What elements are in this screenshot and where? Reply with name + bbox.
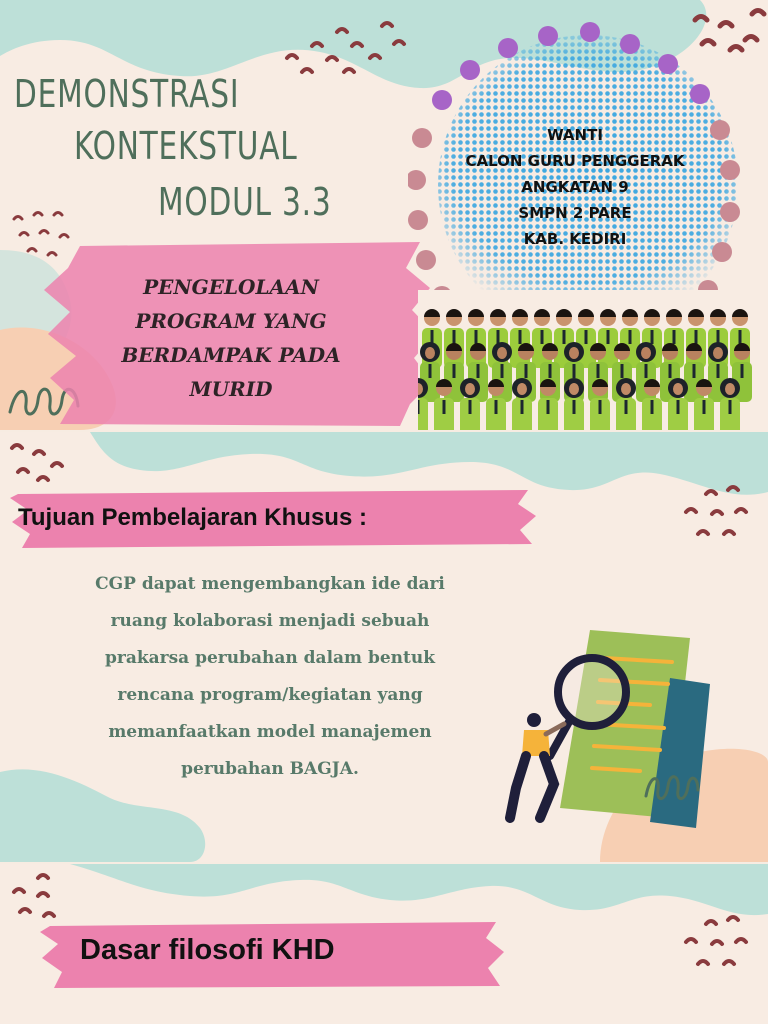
student-figure-face [517,383,527,395]
objectives-heading: Tujuan Pembelajaran Khusus : [18,504,367,531]
slide-objectives [0,432,768,862]
squiggle-icon [642,770,702,804]
student-figure-face [569,383,579,395]
student-figure-tie [495,400,498,414]
magnifier-document-illustration [500,618,720,848]
philosophy-heading: Dasar filosofi KHD [80,934,335,966]
student-figure-tie [469,400,472,414]
student-figure-tie [717,330,720,344]
subtitle-line-1: PENGELOLAAN [143,275,319,299]
student-figure-tie [669,364,672,378]
student-figure-tie [729,400,732,414]
student-figure-tie [431,330,434,344]
student-figure-tie [443,400,446,414]
title-line-1: DEMONSTRASI [14,72,240,116]
author-name: WANTI [547,126,603,144]
student-figure-tie [418,400,420,414]
student-figure-tie [703,400,706,414]
student-figure-tie [521,400,524,414]
student-figure-face [621,383,631,395]
subtitle-line-3: BERDAMPAK PADA [121,343,341,367]
student-figure-tie [607,330,610,344]
student-figure-tie [549,364,552,378]
student-figure-face [465,383,475,395]
author-cohort: ANGKATAN 9 [521,178,629,196]
decorative-dash-cluster-icon [8,436,68,486]
student-figure-tie [429,364,432,378]
objective-line-4: rencana program/kegiatan yang [117,685,423,705]
objective-line-5: memanfaatkan model manajemen [108,722,432,742]
student-figure-tie [497,330,500,344]
student-figure-tie [599,400,602,414]
student-figure-tie [693,364,696,378]
author-region: KAB. KEDIRI [523,230,627,248]
objective-line-3: prakarsa perubahan dalam bentuk [104,648,436,668]
title-line-3: MODUL 3.3 [158,180,332,224]
student-figure-face [569,347,579,359]
student-figure-tie [695,330,698,344]
student-group-photo [418,290,768,430]
student-figure-tie [547,400,550,414]
student-figure-tie [525,364,528,378]
student-group-photo-graphic [418,290,768,430]
student-figure-tie [677,400,680,414]
title-line-2: KONTEKSTUAL [74,124,298,168]
student-figure-tie [739,330,742,344]
student-figure-tie [585,330,588,344]
objectives-body [20,566,520,788]
student-figure-face [425,347,435,359]
objective-line-1: CGP dapat mengembangkan ide dari [95,574,445,594]
cover-subtitle [86,270,376,406]
student-figure-tie [621,364,624,378]
student-figure-tie [573,400,576,414]
student-figure-tie [453,364,456,378]
student-figure-tie [741,364,744,378]
author-info [420,122,730,252]
student-figure-tie [541,330,544,344]
author-role: CALON GURU PENGGERAK [465,152,685,170]
student-figure-tie [625,400,628,414]
student-figure-tie [519,330,522,344]
author-school: SMPN 2 PARE [518,204,632,222]
student-figure-tie [651,400,654,414]
student-figure-tie [453,330,456,344]
student-figure-face [713,347,723,359]
student-figure-tie [501,364,504,378]
student-figure-tie [563,330,566,344]
student-figure-tie [475,330,478,344]
student-figure-face [673,383,683,395]
objective-line-2: ruang kolaborasi menjadi sebuah [110,611,430,631]
slide-philosophy [0,864,768,1024]
student-figure-tie [717,364,720,378]
slide-cover [0,0,768,430]
decorative-dash-cluster-icon [676,484,756,554]
subtitle-line-4: MURID [189,377,273,401]
student-figure-face [725,383,735,395]
student-figure-tie [477,364,480,378]
student-figure-tie [645,364,648,378]
student-figure-tie [573,364,576,378]
decorative-dash-cluster-icon [282,18,422,78]
subtitle-line-2: PROGRAM YANG [135,309,327,333]
student-figure-tie [651,330,654,344]
student-figure-tie [597,364,600,378]
student-figure-tie [629,330,632,344]
student-figure-tie [673,330,676,344]
objective-line-6: perubahan BAGJA. [181,759,359,779]
student-figure-face [641,347,651,359]
decorative-dash-cluster-icon [676,914,756,984]
student-figure-face [497,347,507,359]
